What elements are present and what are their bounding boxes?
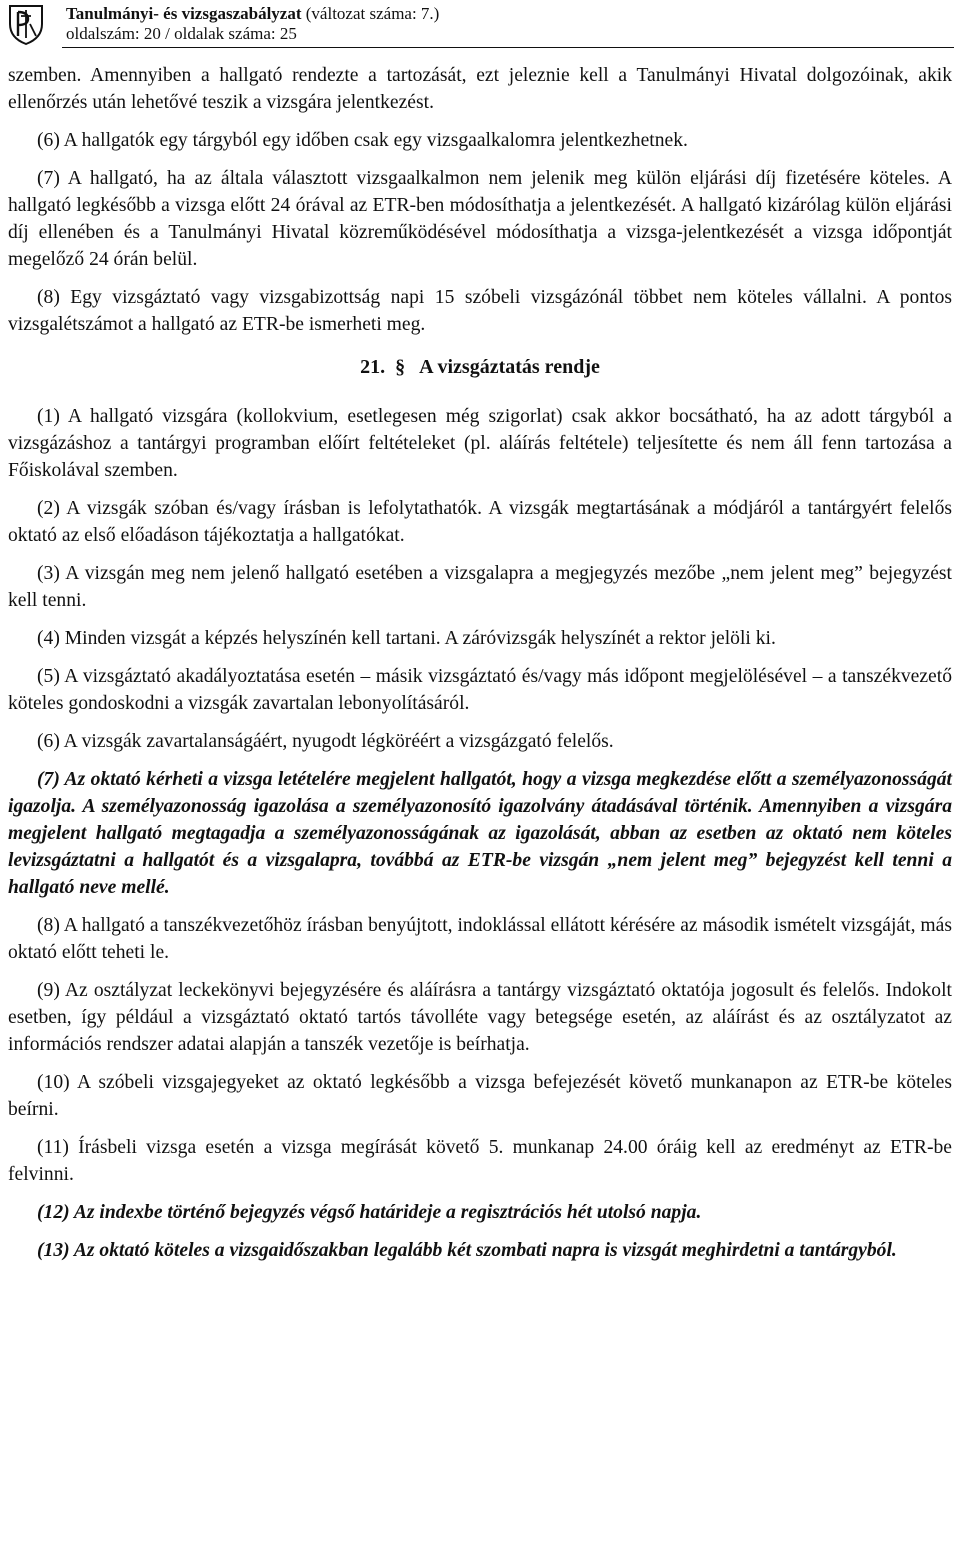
paragraph-continuation: szemben. Amennyiben a hallgató rendezte a tartozását, ezt jeleznie kell a Tanulmányi Hivatal dolgozóinak, akik ellenőrzés után lehetővé teszik a vizsgára jelentkezést.: [8, 65, 952, 113]
section-symbol: §: [395, 356, 406, 378]
document-body: [8, 62, 952, 1275]
page-counter: oldalszám: 20 / oldalak száma: 25: [66, 24, 297, 43]
document-version: (változat száma: 7.): [305, 4, 440, 23]
rule-paragraph-7: (7) Az oktató kérheti a vizsga letételére megjelent hallgatót, hogy a vizsga megkezdése előtt a személyazonosságát igazolja. A személyazonosság igazolása a személyazonosító igazolvány átadásával történik. Amennyiben a vizsgára megjelent hallgató megtagadja a személyazonosságának az igazolását, abban az esetben az oktató nem köteles levizsgáztatni a hallgatót és a vizsgalapra, továbbá az ETR-be vizsgán „nem jelent meg” bejegyzést kell tenni a hallgató neve mellé.: [8, 769, 952, 898]
rule-paragraph-3: (3) A vizsgán meg nem jelenő hallgató esetében a vizsgalapra a megjegyzés mezőbe „nem jelent meg” bejegyzést kell tenni.: [8, 563, 952, 611]
rule-paragraph-6: (6) A vizsgák zavartalanságáért, nyugodt légköréért a vizsgázgató felelős.: [37, 731, 614, 752]
institution-logo-icon: [6, 2, 46, 46]
rule-paragraph-10: (10) A szóbeli vizsgajegyeket az oktató legkésőbb a vizsga befejezését követő munkanapon az ETR-be köteles beírni.: [8, 1072, 952, 1120]
rule-paragraph-4: (4) Minden vizsgát a képzés helyszínén kell tartani. A záróvizsgák helyszínét a rektor jelöli ki.: [37, 628, 776, 649]
header-title-line: [66, 4, 439, 24]
rule-paragraph-5: (5) A vizsgáztató akadályoztatása esetén – másik vizsgáztató és/vagy más időpont megjelölésével – a tanszékvezető köteles gondoskodni a vizsgák zavartalan lebonyolításáról.: [8, 666, 952, 714]
section-title: A vizsgáztatás rendje: [419, 356, 600, 378]
header-text: [66, 4, 439, 44]
rule-paragraph-1: (1) A hallgató vizsgára (kollokvium, esetlegesen még szigorlat) csak akkor bocsátható, ha az adott tárgyból a vizsgázáshoz a tantárgyi programban előírt feltételeket (pl. aláírás feltétele) teljesítette és nem áll fenn tartozása a Főiskolával szemben.: [8, 406, 952, 481]
rule-paragraph-8: (8) A hallgató a tanszékvezetőhöz írásban benyújtott, indoklással ellátott kérésére az második ismételt vizsgáját, más oktató előtt teheti le.: [8, 915, 952, 963]
paragraph-7: (7) A hallgató, ha az általa választott vizsgaalkalmon nem jelenik meg külön eljárási díj fizetésére köteles. A hallgató legkésőbb a vizsga előtt 24 órával az ETR-ben módosíthatja a jelentkezését. A hallgató kizárólag külön eljárási díj ellenében és a Tanulmányi Hivatal közreműködésével módosíthatja a vizsga-jelentkezését a vizsga időpontját megelőző 24 órán belül.: [8, 168, 952, 270]
paragraph-8: (8) Egy vizsgáztató vagy vizsgabizottság napi 15 szóbeli vizsgázónál többet nem köteles vállalni. A pontos vizsgalétszámot a hallgató az ETR-be ismerheti meg.: [8, 287, 952, 335]
rule-paragraph-12: (12) Az indexbe történő bejegyzés végső határideje a regisztrációs hét utolsó napja.: [37, 1202, 702, 1223]
section-number: 21.: [360, 356, 386, 378]
paragraph-6: (6) A hallgatók egy tárgyból egy időben csak egy vizsgaalkalomra jelentkezhetnek.: [37, 130, 688, 151]
header-divider: [62, 47, 954, 48]
rule-paragraph-9: (9) Az osztályzat leckekönyvi bejegyzésére és aláírásra a tantárgy vizsgáztató oktatója jogosult és felelős. Indokolt esetben, így például a vizsgáztató oktató tartós távolléte vagy betegsége esetén, az aláírást és az osztályzatot az információs rendszer adatai alapján a tanszék vezetője is beírhatja.: [8, 980, 952, 1055]
rule-paragraph-13: (13) Az oktató köteles a vizsgaidőszakban legalább két szombati napra is vizsgát meghirdetni a tantárgyból.: [37, 1240, 897, 1261]
rule-paragraph-11: (11) Írásbeli vizsga esetén a vizsga megírását követő 5. munkanap 24.00 óráig kell az eredményt az ETR-be felvinni.: [8, 1137, 952, 1185]
page-header: [6, 2, 954, 46]
section-heading: [8, 354, 952, 381]
rule-paragraph-2: (2) A vizsgák szóban és/vagy írásban is lefolytathatók. A vizsgák megtartásának a módjáról a tantárgyért felelős oktató az első előadáson tájékoztatja a hallgatókat.: [8, 498, 952, 546]
document-title: Tanulmányi- és vizsgaszabályzat: [66, 4, 302, 23]
